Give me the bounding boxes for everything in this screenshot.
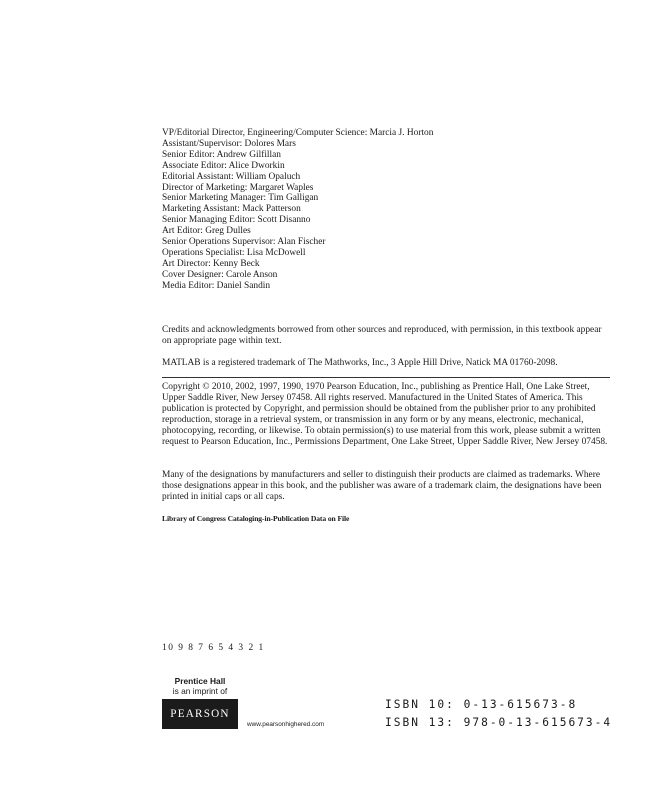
credit-line: Senior Operations Supervisor: Alan Fischer bbox=[162, 237, 326, 248]
publisher-website: www.pearsonhighered.com bbox=[247, 721, 325, 728]
copyright-paragraph: Copyright © 2010, 2002, 1997, 1990, 1970 Pearson Education, Inc., publishing as Prentice Hall, One Lake Street, Upper Saddle River, New Jersey 07458. All rights reserved. Manufactured in the United States of America. This publication is protected by Copyright, and permission should be obtained from the publisher prior to any prohibited reproduction, storage in a retrieval system, or transmission in any form or by any means, electronic, mechanical, photocopying, recording, or likewise. To obtain permission(s) to use material from this work, please submit a written request to Pearson Education, Inc., Permissions Department, One Lake Street, Upper Saddle River, New Jersey 07458. bbox=[162, 382, 608, 447]
publisher-name: Prentice Hall bbox=[174, 676, 226, 686]
imprint-tagline: is an imprint of bbox=[172, 686, 228, 696]
credit-line: Media Editor: Daniel Sandin bbox=[162, 280, 271, 291]
credit-line: Director of Marketing: Margaret Waples bbox=[162, 182, 314, 193]
trademarks-paragraph: Many of the designations by manufacturers and seller to distinguish their products are claimed as trademarks. Where those designations appear in this book, and the publisher was aware of a trademark claim, the designations have been printed in initial caps or all caps. bbox=[162, 470, 602, 502]
isbn-10: ISBN 10: 0-13-615673-8 bbox=[385, 698, 578, 711]
credit-line: Editorial Assistant: William Opaluch bbox=[162, 171, 301, 182]
divider-rule bbox=[162, 377, 610, 378]
acknowledgments-paragraph: Credits and acknowledgments borrowed from other sources and reproduced, with permission, in this textbook appear on appropriate page within text. bbox=[162, 325, 602, 346]
credit-line: VP/Editorial Director, Engineering/Computer Science: Marcia J. Horton bbox=[162, 128, 434, 138]
credits-list bbox=[162, 128, 622, 292]
credit-line: Assistant/Supervisor: Dolores Mars bbox=[162, 138, 296, 149]
library-of-congress-note: Library of Congress Cataloging-in-Publication Data on File bbox=[162, 514, 350, 523]
pearson-logo bbox=[162, 699, 238, 729]
isbn-13: ISBN 13: 978-0-13-615673-4 bbox=[385, 716, 613, 729]
credit-line: Cover Designer: Carole Anson bbox=[162, 269, 278, 280]
credit-line: Senior Managing Editor: Scott Disanno bbox=[162, 215, 311, 226]
matlab-trademark-paragraph: MATLAB is a registered trademark of The Mathworks, Inc., 3 Apple Hill Drive, Natick MA 01760-2098. bbox=[162, 358, 558, 368]
credit-line: Senior Marketing Manager: Tim Galligan bbox=[162, 193, 319, 204]
credit-line: Operations Specialist: Lisa McDowell bbox=[162, 247, 306, 258]
printing-line: 10 9 8 7 6 5 4 3 2 1 bbox=[162, 643, 265, 653]
pearson-logo-text: PEARSON bbox=[170, 708, 230, 720]
credit-line: Associate Editor: Alice Dworkin bbox=[162, 160, 285, 171]
imprint-block bbox=[162, 676, 238, 696]
credit-line: Marketing Assistant: Mack Patterson bbox=[162, 204, 301, 215]
credit-line: Art Editor: Greg Dulles bbox=[162, 226, 251, 237]
credit-line: Senior Editor: Andrew Gilfillan bbox=[162, 149, 281, 160]
credit-line: Art Director: Kenny Beck bbox=[162, 258, 260, 269]
